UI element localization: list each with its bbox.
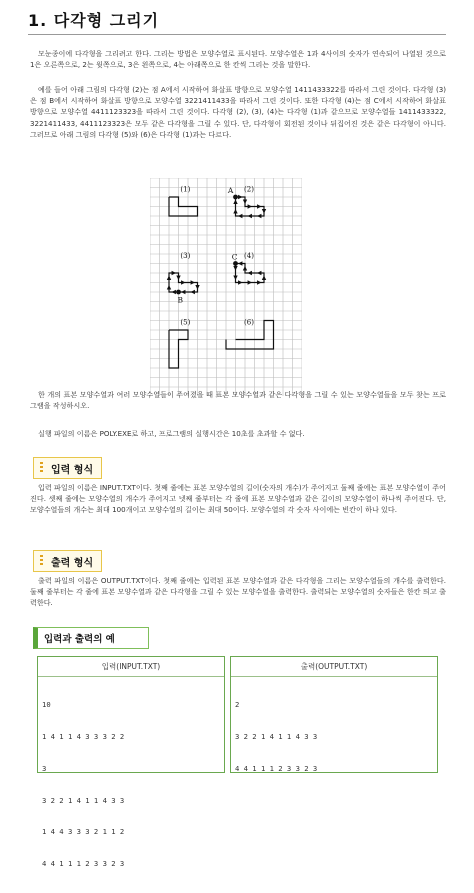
output-example-lines	[231, 677, 437, 798]
output-example-title: 출력(OUTPUT.TXT)	[231, 657, 437, 677]
task-paragraph: 한 개의 표본 모양수열과 여러 모양수열들이 주어졌을 때 표본 모양수열과 같은 다각형을 그릴 수 있는 모양수열들을 모두 찾는 프로그램을 작성하시오.	[30, 390, 446, 411]
polygon-label: (5)	[180, 318, 191, 327]
arrow-icon	[238, 261, 242, 265]
arrow-icon	[262, 209, 266, 213]
arrow-icon	[181, 290, 185, 294]
arrow-icon	[243, 200, 247, 204]
input-format-label: 입력 형식	[51, 464, 94, 476]
polygon-grid-figure	[150, 178, 302, 396]
arrow-icon	[243, 266, 247, 270]
arrow-icon	[176, 276, 180, 280]
start-point-label: B	[177, 295, 184, 305]
arrow-icon	[238, 280, 242, 284]
section-marker-icon	[40, 555, 43, 567]
arrow-icon	[248, 214, 252, 218]
arrow-icon	[262, 276, 266, 280]
arrow-icon	[257, 214, 261, 218]
arrow-icon	[248, 280, 252, 284]
start-point-label: C	[231, 252, 238, 262]
input-example-title: 입력(INPUT.TXT)	[38, 657, 224, 677]
grid-lines	[150, 178, 302, 396]
arrow-icon	[172, 271, 176, 275]
examples-label: 입력과 출력의 예	[44, 634, 115, 645]
input-line: 3	[42, 763, 47, 773]
runtime-paragraph: 실행 파일의 이름은 POLY.EXE로 하고, 프로그램의 실행시간은 10초를 초과할 수 없다.	[38, 429, 305, 438]
start-point-dot	[233, 195, 238, 200]
arrow-icon	[172, 290, 176, 294]
page-title: 1. 다각형 그리기	[28, 11, 160, 30]
output-format-paragraph: 출력 파일의 이름은 OUTPUT.TXT이다. 첫째 줄에는 입력된 표본 모양수열과 같은 다각형을 그리는 모양수열들의 개수를 출력한다. 둘째 줄부터는 각 줄에 표본 모양수열과 같은 다각형을 그릴 수 있는 모양수열을 출력한다. 출력되는 모양수열의 숫자들은 한칸 띄고 출력한다.	[30, 576, 446, 608]
output-line: 2	[235, 700, 240, 710]
arrow-icon	[248, 271, 252, 275]
arrow-icon	[257, 271, 261, 275]
input-line: 1 4 1 1 4 3 3 3 2 2	[42, 731, 125, 741]
arrow-icon	[233, 266, 237, 270]
input-line: 3 2 2 1 4 1 1 4 3 3	[42, 795, 125, 805]
polygon-label: (4)	[244, 251, 254, 260]
arrow-icon	[257, 280, 261, 284]
input-line: 4 4 1 1 1 2 3 3 2 3	[42, 859, 125, 869]
input-example-box	[37, 656, 225, 869]
polygon-label: (6)	[244, 318, 254, 327]
arrow-icon	[191, 280, 195, 284]
arrow-icon	[191, 290, 195, 294]
start-point-dot	[233, 261, 238, 266]
arrow-icon	[233, 209, 237, 213]
arrow-icon	[233, 276, 237, 280]
input-format-paragraph: 입력 파일의 이름은 INPUT.TXT이다. 첫째 줄에는 표본 모양수열의 길이(숫자의 개수)가 주어지고 둘째 줄에는 표본 모양수열이 주어진다. 셋째 줄에는 모양수열의 개수가 주어지고 넷째 줄부터는 각 줄에 표본 모양수열과 같은 길이의 모양수열이 하나씩 주어진다. 단, 모양수열들의 개수는 최대 100개이고 모양수열의 길이는 최대 50이다. 모양수열의 각 숫자 사이에는 빈칸이 하나 있다.	[30, 483, 446, 515]
arrow-icon	[167, 276, 171, 280]
example-paragraph: 예를 들어 아래 그림의 다각형 (2)는 점 A에서 시작하여 화살표 방향으로 모양수열 1411433322를 따라서 그린 것이다. 다각형 (3)은 점 B에서 시작하여 화살표 방향으로 모양수열 3221411433을 따라서 그린 것이다. 또한 다각형 (4)는 점 C에서 시작하여 화살표 방향으로 모양수열 4411123323을 따라서 그린 것이다. 다각형 (2), (3), (4)는 다각형 (1)과 같으므로 모양수열들 1411433322, 3221411433, 4411123323은 모두 같은 다각형을 그릴 수 있다. 단, 다각형이 회전된 것이나 뒤집어진 것은 같은 다각형이 아니다. 그러므로 아래 그림의 다각형 (5)와 (6)은 다각형 (1)과는 다르다.	[30, 85, 446, 139]
start-point-dot	[176, 290, 181, 295]
output-format-heading	[33, 550, 102, 572]
intro-paragraph: 모눈종이에 다각형을 그리려고 한다. 그리는 방법은 모양수열로 표시된다. 모양수열은 1과 4사이의 숫자가 연속되어 나열된 것으로 1은 오른쪽으로, 2는 윗쪽으로, 3은 왼쪽으로, 4는 아래쪽으로 한 칸씩 그리는 것을 말한다.	[30, 49, 446, 70]
output-format-label: 출력 형식	[51, 557, 94, 569]
arrow-icon	[248, 204, 252, 208]
arrow-icon	[233, 200, 237, 204]
polygon-label: (1)	[180, 185, 191, 194]
arrow-icon	[195, 285, 199, 289]
arrow-icon	[238, 195, 242, 199]
input-line: 10	[42, 700, 51, 710]
polygon-label: (3)	[180, 251, 191, 260]
output-line: 4 4 1 1 1 2 3 3 2 3	[235, 763, 318, 773]
arrow-icon	[238, 214, 242, 218]
polygon-label: (2)	[244, 185, 254, 194]
arrow-icon	[257, 204, 261, 208]
output-line: 3 2 2 1 4 1 1 4 3 3	[235, 731, 318, 741]
title-divider	[28, 34, 446, 35]
start-point-label: A	[227, 186, 234, 196]
section-marker-icon	[40, 462, 43, 474]
examples-heading	[33, 627, 149, 649]
output-example-box	[230, 656, 438, 773]
input-example-lines	[38, 677, 224, 893]
input-line: 1 4 4 3 3 3 2 1 1 2	[42, 827, 125, 837]
arrow-icon	[181, 280, 185, 284]
input-format-heading	[33, 457, 102, 479]
arrow-icon	[167, 285, 171, 289]
polygon-shapes	[167, 195, 274, 368]
